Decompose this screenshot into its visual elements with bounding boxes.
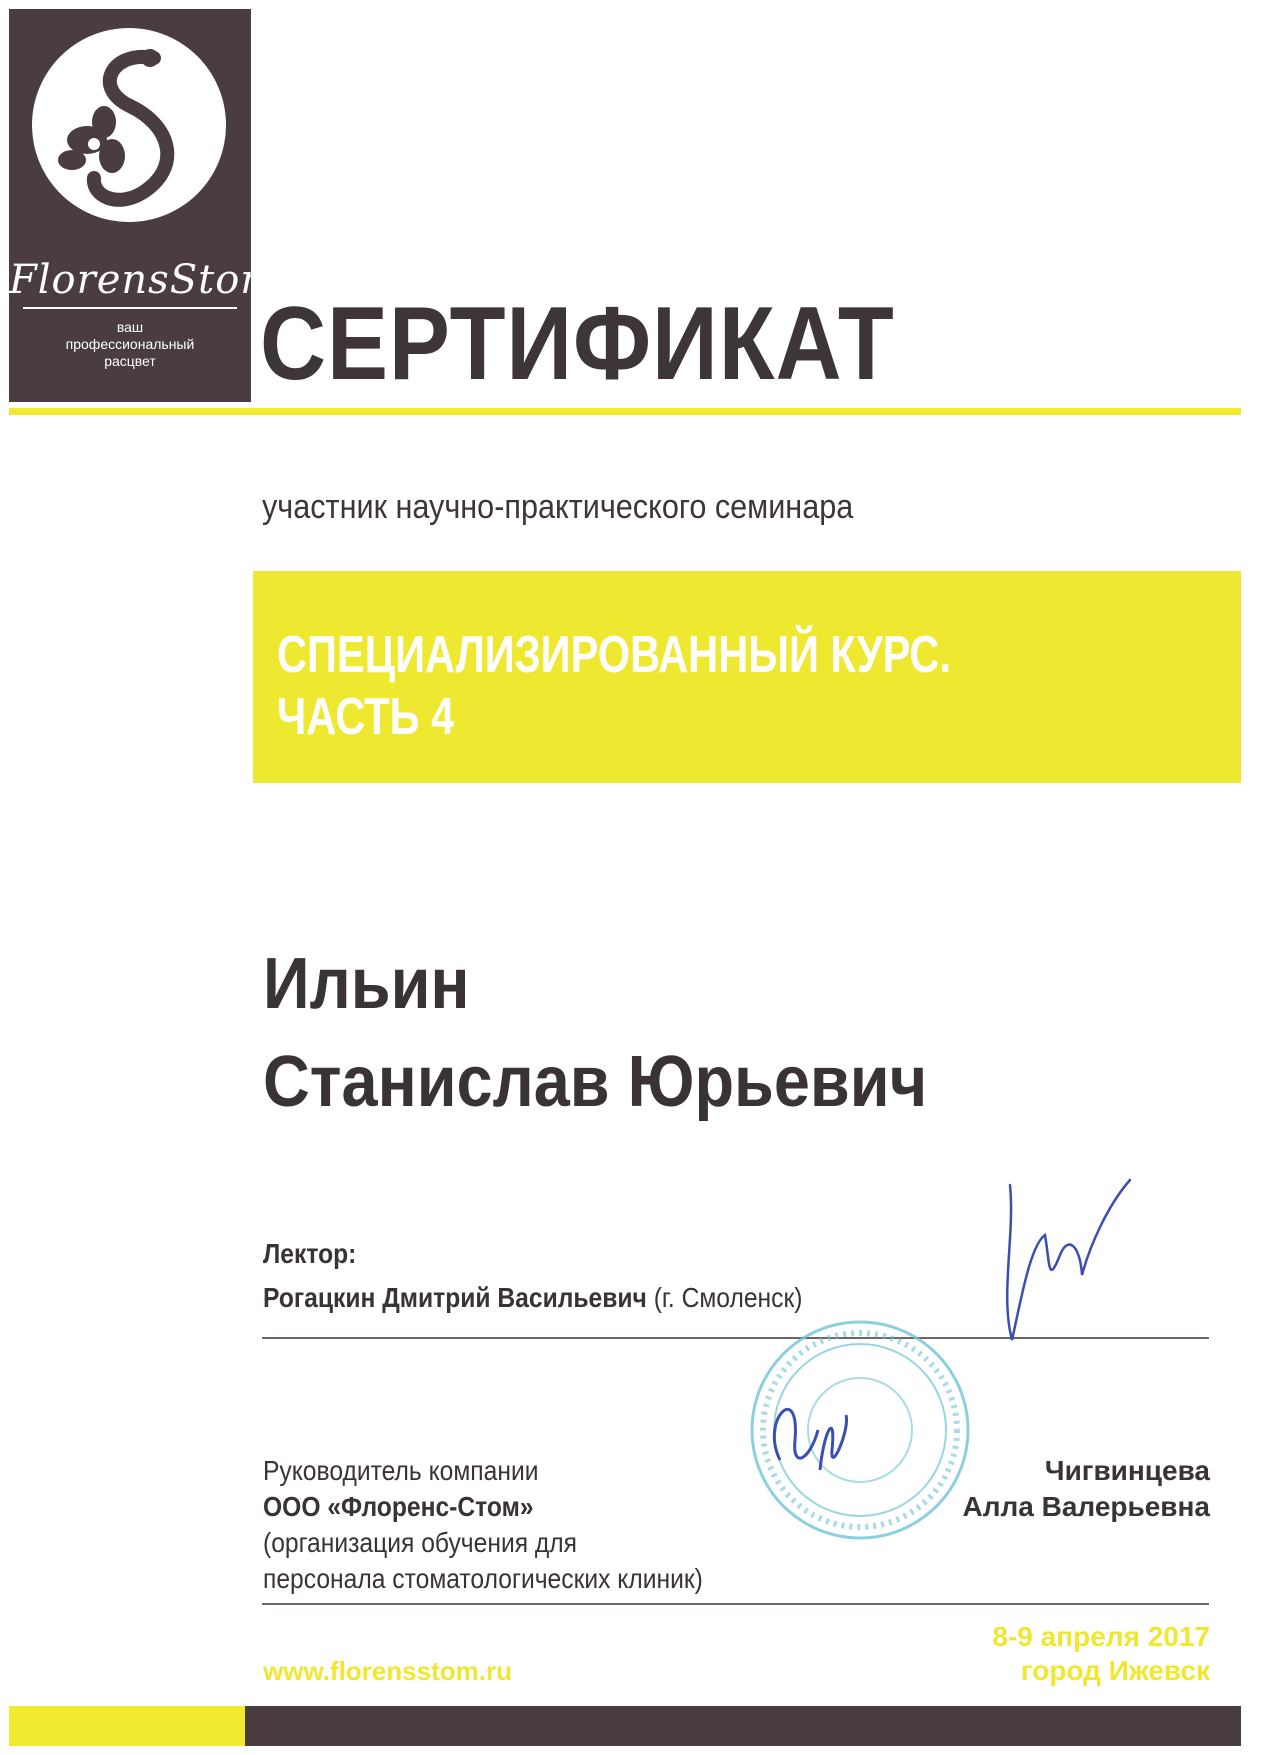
title-divider — [9, 408, 1241, 415]
footer-bar — [245, 1706, 1241, 1746]
logo-tagline-line: расцвет — [104, 353, 156, 369]
lector-line — [263, 1282, 802, 1314]
divider — [262, 1603, 1209, 1605]
seminar-subtitle: участник научно-практического семинара — [262, 488, 854, 526]
course-title-line1: СПЕЦИАЛИЗИРОВАННЫЙ КУРС. — [277, 626, 952, 684]
logo-tagline-line: профессиональный — [65, 336, 195, 352]
head-info — [263, 1453, 703, 1597]
head-name — [962, 1453, 1210, 1525]
company-desc-line: (организация обучения для — [263, 1527, 577, 1558]
logo-underline — [23, 307, 237, 309]
footer-bar-accent — [9, 1706, 245, 1746]
head-role: Руководитель компании — [263, 1455, 539, 1486]
lector-label: Лектор: — [263, 1238, 357, 1269]
logo-emblem-icon — [32, 28, 226, 222]
lector-name: Рогацкин Дмитрий Васильевич — [263, 1282, 647, 1313]
head-surname: Чигвинцева — [1044, 1455, 1210, 1486]
logo-tagline-line: ваш — [116, 319, 144, 335]
logo-name: FlorensStom — [9, 257, 280, 303]
event-date-place — [992, 1620, 1210, 1688]
course-banner — [253, 571, 1241, 783]
signature-icon — [990, 1175, 1140, 1350]
logo-tagline — [9, 319, 251, 370]
event-date: 8-9 апреля 2017 — [992, 1621, 1210, 1652]
certificate-title: СЕРТИФИКАТ — [260, 286, 895, 402]
course-title-line2: ЧАСТЬ 4 — [277, 688, 455, 746]
participant-given-names: Станислав Юрьевич — [263, 1042, 928, 1122]
lector-city: (г. Смоленск) — [653, 1282, 803, 1313]
company-name: ООО «Флоренс-Стом» — [263, 1491, 534, 1522]
company-desc-line: персонала стоматологических клиник) — [263, 1563, 703, 1594]
event-city: город Ижевск — [1020, 1655, 1210, 1686]
website-link[interactable]: www.florensstom.ru — [263, 1656, 512, 1686]
company-stamp-icon — [740, 1310, 980, 1550]
head-given-names: Алла Валерьевна — [962, 1491, 1210, 1522]
participant-surname: Ильин — [263, 944, 470, 1024]
logo-panel — [9, 9, 280, 402]
